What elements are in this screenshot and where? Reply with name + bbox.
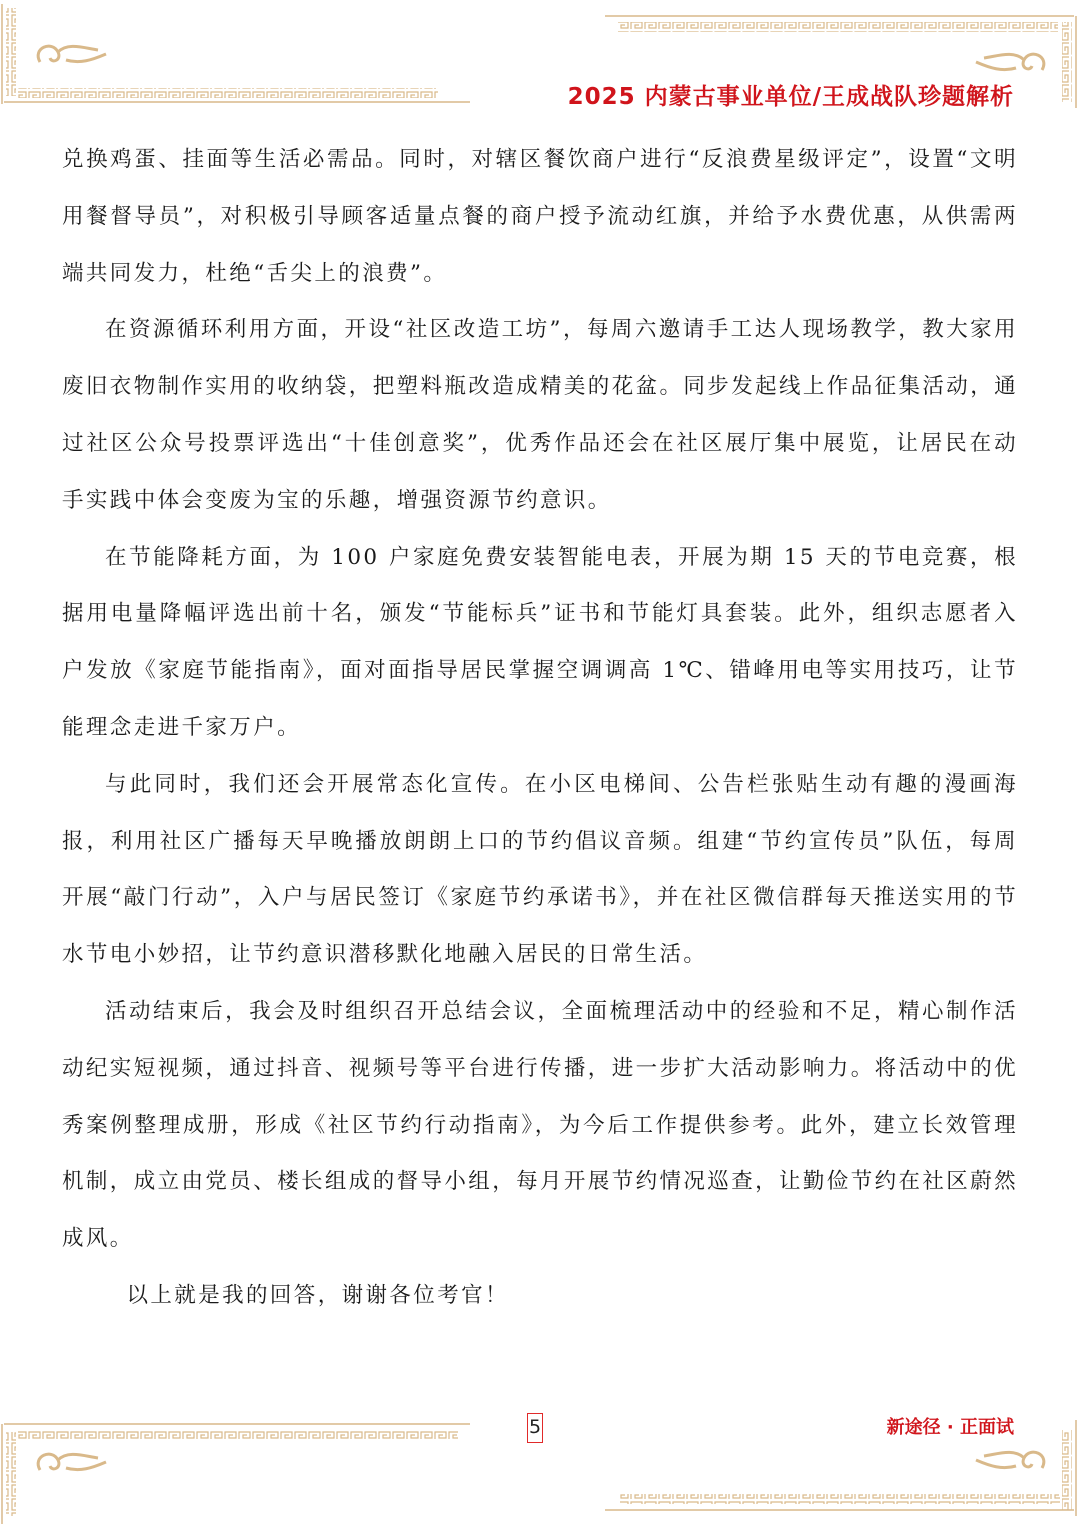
- footer-brand: 新途径 · 正面试: [886, 1417, 1014, 1438]
- bottom-left-border: [2, 1424, 470, 1524]
- paragraph: 兑换鸡蛋、挂面等生活必需品。同时，对辖区餐饮商户进行“反浪费星级评定”，设置“文明用餐督导员”，对积极引导顾客适量点餐的商户授予流动红旗，并给予水费优惠，从供需两端共同发力，杜绝“舌尖上的浪费”。: [62, 147, 1018, 286]
- cloud-ornament-icon: [976, 54, 1044, 70]
- cloud-ornament-icon: [976, 1452, 1044, 1468]
- paragraph: 与此同时，我们还会开展常态化宣传。在小区电梯间、公告栏张贴生动有趣的漫画海报，利用社区广播每天早晚播放朗朗上口的节约倡议音频。组建“节约宣传员”队伍，每周开展“敲门行动”，入户与居民签订《家庭节约承诺书》，并在社区微信群每天推送实用的节水节电小妙招，让节约意识潜移默化地融入居民的日常生活。: [62, 771, 1018, 968]
- cloud-ornament-icon: [38, 1454, 106, 1470]
- header-title: 2025 内蒙古事业单位/王成战队珍题解析: [567, 84, 1014, 110]
- closing-line: 以上就是我的回答，谢谢各位考官！: [126, 1282, 509, 1308]
- document-body: [62, 132, 1018, 1325]
- paragraph: 活动结束后，我会及时组织召开总结会议，全面梳理活动中的经验和不足，精心制作活动纪实短视频，通过抖音、视频号等平台进行传播，进一步扩大活动影响力。将活动中的优秀案例整理成册，形成《社区节约行动指南》，为今后工作提供参考。此外，建立长效管理机制，成立由党员、楼长组成的督导小组，每月开展节约情况巡查，让勤俭节约在社区蔚然成风。: [62, 998, 1019, 1252]
- paragraph: 在节能降耗方面，为 100 户家庭免费安装智能电表，开展为期 15 天的节电竞赛，根据用电量降幅评选出前十名，颁发“节能标兵”证书和节能灯具套装。此外，组织志愿者入户发放《家庭节能指南》，面对面指导居民掌握空调调高 1℃、错峰用电等实用技巧，让节能理念走进千家万户。: [62, 544, 1018, 740]
- top-left-border: [2, 4, 470, 104]
- paragraph: 在资源循环利用方面，开设“社区改造工坊”，每周六邀请手工达人现场教学，教大家用废旧衣物制作实用的收纳袋，把塑料瓶改造成精美的花盆。同步发起线上作品征集活动，通过社区公众号投票评选出“十佳创意奖”，优秀作品还会在社区展厅集中展览，让居民在动手实践中体会变废为宝的乐趣，增强资源节约意识。: [62, 317, 1019, 513]
- cloud-ornament-icon: [38, 46, 106, 62]
- page-number: 5: [527, 1413, 543, 1443]
